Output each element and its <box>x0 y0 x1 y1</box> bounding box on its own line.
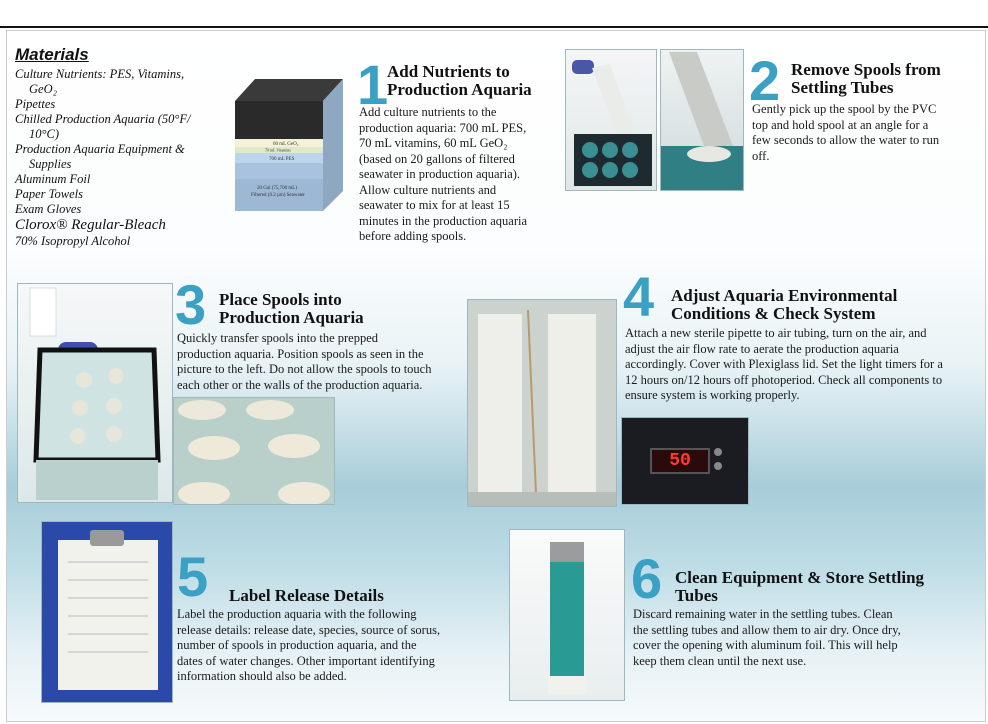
materials-item: Clorox® Regular-Bleach <box>15 217 166 233</box>
step-body-line: cover the opening with aluminum foil. This will help <box>633 638 898 652</box>
top-border <box>0 0 988 28</box>
layers-diagram-graphic <box>225 71 353 217</box>
step-body-line: Label the production aquaria with the following <box>177 607 417 621</box>
step-body <box>359 105 589 245</box>
step-title-line: Production Aquaria <box>219 308 364 327</box>
step-body-line: the settling tubes and allow them to air dry. Once dry, <box>633 622 901 637</box>
step-body-line: information should also be added. <box>177 669 347 683</box>
step-body <box>625 326 981 404</box>
step-title-line: Production Aquaria <box>387 80 532 99</box>
step-body <box>633 607 963 669</box>
step-body-line: Discard remaining water in the settling tubes. Clean <box>633 607 893 621</box>
step-number: 6 <box>631 547 663 610</box>
step-number: 5 <box>177 545 209 608</box>
diagram-label: 60 mL GeO₂ <box>273 142 299 147</box>
materials-item: 70% Isopropyl Alcohol <box>15 234 131 248</box>
step-title-line: Settling Tubes <box>791 78 894 97</box>
step-title <box>675 569 975 605</box>
settling-tube-graphic <box>510 530 624 700</box>
materials-item: Paper Towels <box>15 187 83 201</box>
clipboard-photo <box>41 521 173 703</box>
step-title <box>387 63 587 99</box>
step-body-line: Gently pick up the spool by the PVC <box>752 102 937 116</box>
control-button-icon <box>714 462 722 470</box>
materials-item: Supplies <box>29 157 72 171</box>
step-body-line: Attach a new sterile pipette to air tubing, turn on the air, and <box>625 326 927 340</box>
aerated-spools-photo <box>467 299 617 507</box>
step-body-line: seawater in production aquaria). <box>359 167 521 181</box>
step-title-line: Adjust Aquaria Environmental <box>671 286 898 305</box>
step-title-line: Place Spools into <box>219 290 342 309</box>
step-body <box>177 331 463 393</box>
clipboard-graphic <box>42 522 172 702</box>
step-title-line: Clean Equipment & Store Settling <box>675 568 925 587</box>
step-title <box>791 61 981 97</box>
diagram-label: Filtered (0.2 µm) Seawater <box>251 193 305 198</box>
control-button-icon <box>714 448 722 456</box>
step-body-line: Quickly transfer spools into the prepped <box>177 331 378 345</box>
step-body-line: production aquaria: 700 mL PES, <box>359 120 527 135</box>
materials-item: Pipettes <box>15 97 56 111</box>
temperature-display: 50 <box>650 448 710 474</box>
step-title-line: Remove Spools from <box>791 60 941 79</box>
step-title <box>229 587 449 605</box>
materials-item: Exam Gloves <box>15 202 82 216</box>
step-title-line: Conditions & Check System <box>671 304 876 323</box>
materials-panel <box>15 45 215 249</box>
spools-closeup-photo <box>173 397 335 505</box>
remove-spool-photo <box>565 49 657 191</box>
step-body <box>177 607 477 685</box>
materials-item: Aluminum Foil <box>15 172 91 186</box>
step-body-line: 70 mL vitamins, 60 mL GeO₂ <box>359 136 508 150</box>
timer-display-photo <box>621 417 749 505</box>
step-title <box>671 287 961 323</box>
spools-in-aquaria-photo <box>17 283 173 503</box>
step-title-line: Add Nutrients to <box>387 62 510 81</box>
step-body-line: off. <box>752 148 770 163</box>
spool-tilt-graphic <box>661 50 743 190</box>
step-title <box>219 291 419 327</box>
nutrient-layers-diagram <box>225 71 353 217</box>
spool-tilt-photo <box>660 49 744 191</box>
diagram-label: 20 Gal (75,700 mL) <box>257 186 297 191</box>
step-body-line: (based on 20 gallons of filtered <box>359 151 515 166</box>
materials-list <box>15 67 215 249</box>
step-body-line: few seconds to allow the water to run <box>752 133 940 147</box>
remove-spool-graphic <box>566 50 656 190</box>
step-body-line: Add culture nutrients to the <box>359 105 497 119</box>
step-body-line: keep them clean until the next use. <box>633 653 807 668</box>
materials-item: Culture Nutrients: PES, Vitamins, <box>15 67 185 81</box>
step-body-line: dates of water changes. Other important identifying <box>177 653 435 668</box>
covered-settling-tube-photo <box>509 529 625 701</box>
materials-item: GeO₂ <box>29 82 57 96</box>
instruction-poster <box>6 30 986 722</box>
aerated-spools-graphic <box>468 300 616 506</box>
step-number: 4 <box>623 265 655 328</box>
materials-heading: Materials <box>15 45 89 64</box>
step-body-line: minutes in the production aquaria <box>359 213 528 228</box>
step-body-line: Allow culture nutrients and <box>359 182 497 197</box>
step-body-line: number of spools in production aquaria, and the <box>177 638 417 652</box>
step-number: 2 <box>749 49 781 112</box>
step-body-line: release details: release date, species, source of sorus, <box>177 622 441 637</box>
diagram-label: 700 mL PES <box>269 157 295 162</box>
step-number: 1 <box>357 53 389 116</box>
spools-closeup-graphic <box>174 398 334 504</box>
step-body-line: each other or the walls of the production aquaria. <box>177 377 423 392</box>
step-body-line: accordingly. Cover with Plexiglass lid. Set the light timers for a <box>625 357 943 371</box>
step-number: 3 <box>175 273 207 336</box>
step-body <box>752 102 980 164</box>
step-title-line: Tubes <box>675 586 718 605</box>
materials-item: Chilled Production Aquaria (50°F/ <box>15 112 191 126</box>
step-body-line: ensure system is working properly. <box>625 388 800 402</box>
step-title-line: Label Release Details <box>229 586 384 605</box>
step-body-line: top and hold spool at an angle for a <box>752 117 929 132</box>
materials-item: 10°C) <box>29 127 59 141</box>
diagram-label: 70 mL Vitamins <box>265 147 291 153</box>
step-body-line: production aquaria. Position spools as seen in the <box>177 346 424 361</box>
step-body-line: seawater to mix for at least 15 <box>359 198 510 212</box>
materials-item: Production Aquaria Equipment & <box>15 142 185 156</box>
spools-in-aquaria-graphic <box>18 284 172 502</box>
step-body-line: 12 hours on/12 hours off photoperiod. Check all components to <box>625 372 943 387</box>
step-body-line: before adding spools. <box>359 229 467 243</box>
step-body-line: picture to the left. Do not allow the spools to touch <box>177 362 432 376</box>
step-body-line: adjust the air flow rate to aerate the production aquaria <box>625 341 899 356</box>
